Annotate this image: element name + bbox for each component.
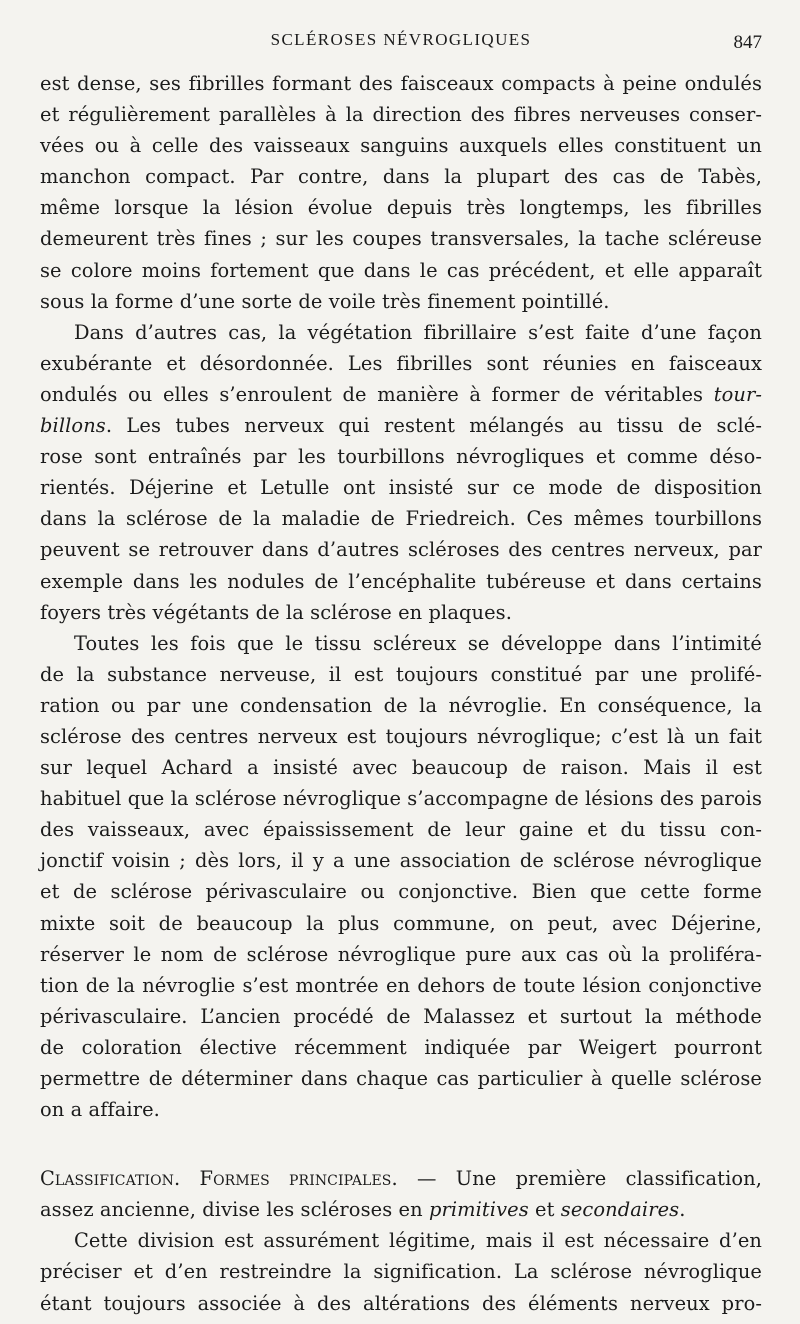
text-line: ondulés ou elles s’enroulent de manière à former de véritables tour- <box>40 382 762 406</box>
text-line: étant toujours associée à des altérations des éléments nerveux pro- <box>40 1291 762 1315</box>
text-line: préciser et d’en restreindre la signification. La sclérose névroglique <box>40 1260 762 1284</box>
text-line: rose sont entraînés par les tourbillons névrogliques et comme déso- <box>40 445 762 469</box>
text-line: même lorsque la lésion évolue depuis très longtemps, les fibrilles <box>40 196 762 220</box>
text-line: et de sclérose périvasculaire ou conjonctive. Bien que cette forme <box>40 880 762 904</box>
text-line: réserver le nom de sclérose névroglique pure aux cas où la proliféra- <box>40 942 762 966</box>
text-line: Cette division est assurément légitime, mais il est nécessaire d’en <box>74 1229 762 1253</box>
text-line: rientés. Déjerine et Letulle ont insisté sur ce mode de disposition <box>40 476 762 500</box>
text-line: des vaisseaux, avec épaississement de leur gaine et du tissu con- <box>40 818 762 842</box>
page-header <box>40 30 762 60</box>
body-text <box>40 68 762 1319</box>
text-line: peuvent se retrouver dans d’autres scléroses des centres nerveux, par <box>40 538 762 562</box>
text-fragment: . <box>679 1198 686 1222</box>
text-fragment: et <box>528 1198 561 1222</box>
text-line: permettre de déterminer dans chaque cas particulier à quelle sclérose <box>40 1067 762 1090</box>
text-line: foyers très végétants de la sclérose en plaques. <box>40 600 512 624</box>
classification-heading-line: Classification. Formes principales. — Une première classification, <box>40 1167 762 1191</box>
text-line: de la substance nerveuse, il est toujours constitué par une prolifé- <box>40 662 762 686</box>
text-line: périvasculaire. L’ancien procédé de Malassez et surtout la méthode <box>40 1004 762 1028</box>
text-line: se colore moins fortement que dans le cas précédent, et elle apparaît <box>40 258 762 282</box>
classification-line <box>40 1194 762 1225</box>
text-line: manchon compact. Par contre, dans la plupart des cas de Tabès, <box>40 165 762 189</box>
text-fragment: — Une première classification, <box>397 1167 762 1191</box>
text-line: est dense, ses fibrilles formant des faisceaux compacts à peine ondulés <box>40 72 762 95</box>
text-line: mixte soit de beaucoup la plus commune, on peut, avec Déjerine, <box>40 911 762 935</box>
section-heading: Classification <box>40 1167 175 1191</box>
text-line: sous la forme d’une sorte de voile très finement pointillé. <box>40 289 610 313</box>
text-line: sclérose des centres nerveux est toujours névroglique; c’est là un fait <box>40 724 762 748</box>
text-line: Dans d’autres cas, la végétation fibrillaire s’est faite d’une façon <box>74 320 762 344</box>
classification-section <box>40 1163 762 1225</box>
running-head: SCLÉROSES NÉVROGLIQUES <box>270 30 532 49</box>
text-line: on a affaire. <box>40 1098 160 1122</box>
text-line: sur lequel Achard a insisté avec beaucoup de raison. Mais il est <box>40 756 762 780</box>
section-gap <box>40 1125 762 1163</box>
text-line: vées ou à celle des vaisseaux sanguins auxquels elles constituent un <box>40 134 762 158</box>
text-fragment: assez ancienne, divise les scléroses en <box>40 1198 429 1222</box>
text-line: tion de la névroglie s’est montrée en dehors de toute lésion conjonctive <box>40 973 762 997</box>
term-secondaires: secondaires <box>560 1198 680 1222</box>
paragraph-final <box>40 1225 762 1318</box>
text-line: jonctif voisin ; dès lors, il y a une association de sclérose névroglique <box>40 849 762 873</box>
text-line: dans la sclérose de la maladie de Friedreich. Ces mêmes tourbillons <box>40 507 762 531</box>
text-line: billons. Les tubes nerveux qui restent mélangés au tissu de sclé- <box>40 414 762 438</box>
text-line: habituel que la sclérose névroglique s’accompagne de lésions des parois <box>40 787 762 811</box>
page-number: 847 <box>733 32 762 53</box>
text-line: exemple dans les nodules de l’encéphalite tubéreuse et dans certains <box>40 569 762 593</box>
paragraph-3 <box>40 628 762 1126</box>
section-subheading: Formes principales <box>199 1167 392 1191</box>
text-line: de coloration élective récemment indiquée par Weigert pourront <box>40 1035 762 1059</box>
text-line: exubérante et désordonnée. Les fibrilles sont réunies en faisceaux <box>40 351 762 375</box>
paragraph-2 <box>40 317 762 628</box>
paragraph-1 <box>40 68 762 317</box>
emphasis-text: tour- <box>713 382 762 406</box>
text-line: ration ou par une condensation de la névroglie. En conséquence, la <box>40 693 762 717</box>
text-line: demeurent très fines ; sur les coupes transversales, la tache scléreuse <box>40 227 762 251</box>
text-line: et régulièrement parallèles à la direction des fibres nerveuses conser- <box>40 103 762 127</box>
text-line: Toutes les fois que le tissu scléreux se développe dans l’intimité <box>74 631 762 655</box>
emphasis-text: billons <box>40 414 106 438</box>
term-primitives: primitives <box>428 1198 529 1222</box>
